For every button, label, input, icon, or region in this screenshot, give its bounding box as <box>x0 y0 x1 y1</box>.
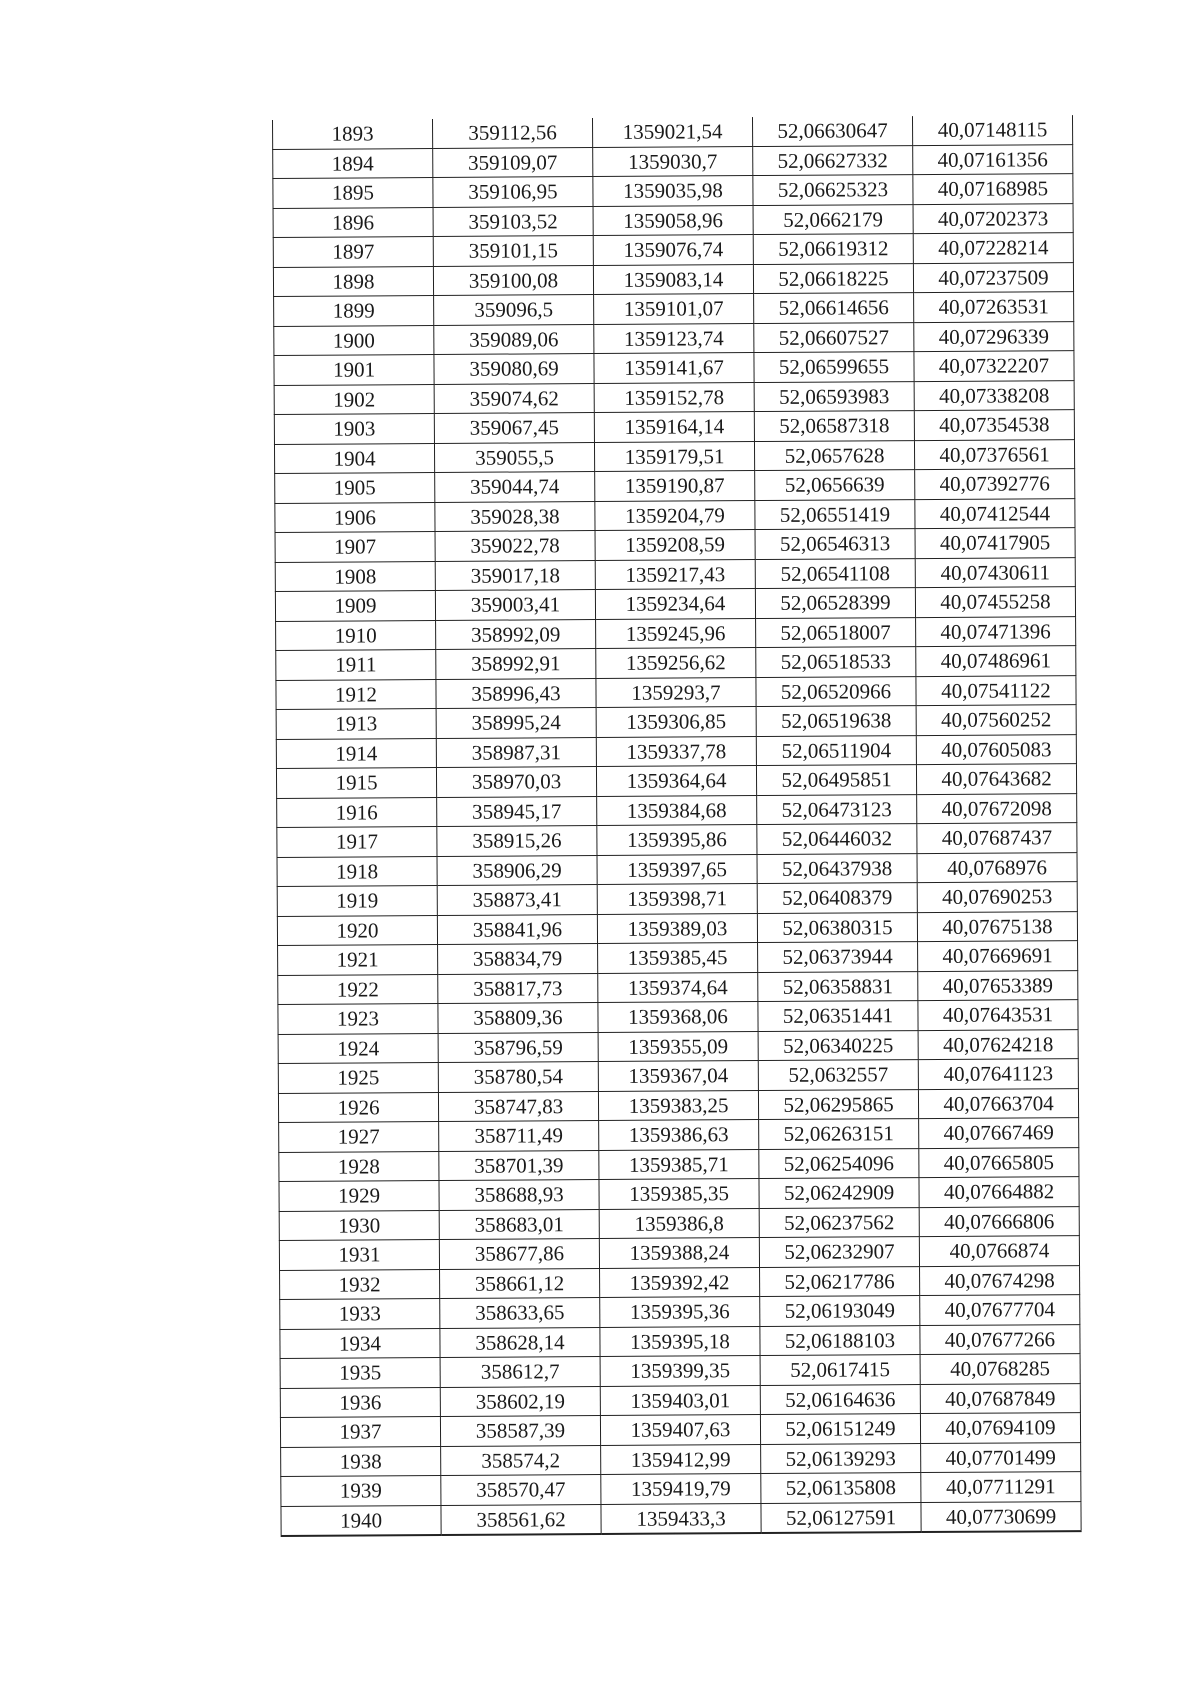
table-row <box>281 1442 1081 1476</box>
point-number-cell: 1928 <box>279 1151 439 1181</box>
y-coordinate-cell: 1359407,63 <box>600 1415 760 1445</box>
point-number-cell: 1898 <box>273 266 433 296</box>
x-coordinate-cell: 358906,29 <box>437 855 597 885</box>
longitude-cell: 40,07677704 <box>920 1295 1080 1325</box>
table-row <box>273 203 1073 237</box>
x-coordinate-cell: 358628,14 <box>440 1327 600 1357</box>
latitude-cell: 52,06599655 <box>754 352 914 382</box>
latitude-cell: 52,0657628 <box>754 440 914 470</box>
latitude-cell: 52,06217786 <box>760 1266 920 1296</box>
x-coordinate-cell: 358817,73 <box>438 973 598 1003</box>
point-number-cell: 1907 <box>275 532 435 562</box>
x-coordinate-cell: 358809,36 <box>438 1003 598 1033</box>
x-coordinate-cell: 358683,01 <box>439 1209 599 1239</box>
longitude-cell: 40,07228214 <box>913 233 1073 263</box>
x-coordinate-cell: 358602,19 <box>440 1386 600 1416</box>
x-coordinate-cell: 358688,93 <box>439 1180 599 1210</box>
table-row <box>278 1000 1078 1034</box>
longitude-cell: 40,07560252 <box>916 705 1076 735</box>
latitude-cell: 52,06495851 <box>756 765 916 795</box>
table-row <box>274 410 1074 444</box>
table-row <box>277 852 1077 886</box>
latitude-cell: 52,06358831 <box>758 971 918 1001</box>
y-coordinate-cell: 1359256,62 <box>596 648 756 678</box>
point-number-cell: 1937 <box>280 1416 440 1446</box>
y-coordinate-cell: 1359392,42 <box>600 1267 760 1297</box>
longitude-cell: 40,07148115 <box>912 115 1072 145</box>
table-row <box>281 1501 1081 1536</box>
longitude-cell: 40,07665805 <box>919 1147 1079 1177</box>
latitude-cell: 52,06351441 <box>758 1001 918 1031</box>
y-coordinate-cell: 1359384,68 <box>597 795 757 825</box>
x-coordinate-cell: 358915,26 <box>437 826 597 856</box>
x-coordinate-cell: 359106,95 <box>433 177 593 207</box>
point-number-cell: 1938 <box>281 1446 441 1476</box>
table-row <box>273 174 1073 208</box>
table-row <box>273 262 1073 296</box>
point-number-cell: 1908 <box>275 561 435 591</box>
y-coordinate-cell: 1359385,71 <box>599 1149 759 1179</box>
y-coordinate-cell: 1359395,18 <box>600 1326 760 1356</box>
table-row <box>276 764 1076 798</box>
table-row <box>273 233 1073 267</box>
table-row <box>276 675 1076 709</box>
table-row <box>277 793 1077 827</box>
longitude-cell: 40,0766874 <box>919 1236 1079 1266</box>
table-row <box>275 557 1075 591</box>
latitude-cell: 52,0617415 <box>760 1355 920 1385</box>
latitude-cell: 52,06295865 <box>758 1089 918 1119</box>
point-number-cell: 1930 <box>279 1210 439 1240</box>
latitude-cell: 52,06607527 <box>754 322 914 352</box>
point-number-cell: 1923 <box>278 1004 438 1034</box>
y-coordinate-cell: 1359141,67 <box>594 353 754 383</box>
latitude-cell: 52,06619312 <box>753 234 913 264</box>
point-number-cell: 1893 <box>273 119 433 149</box>
point-number-cell: 1902 <box>274 384 434 414</box>
x-coordinate-cell: 358612,7 <box>440 1357 600 1387</box>
y-coordinate-cell: 1359374,64 <box>598 972 758 1002</box>
y-coordinate-cell: 1359389,03 <box>597 913 757 943</box>
point-number-cell: 1909 <box>275 591 435 621</box>
table-row <box>279 1118 1079 1152</box>
y-coordinate-cell: 1359386,63 <box>599 1120 759 1150</box>
y-coordinate-cell: 1359419,79 <box>601 1474 761 1504</box>
y-coordinate-cell: 1359152,78 <box>594 382 754 412</box>
point-number-cell: 1922 <box>278 974 438 1004</box>
longitude-cell: 40,07412544 <box>915 498 1075 528</box>
latitude-cell: 52,06139293 <box>761 1443 921 1473</box>
table-row <box>278 941 1078 975</box>
latitude-cell: 52,06193049 <box>760 1296 920 1326</box>
latitude-cell: 52,06587318 <box>754 411 914 441</box>
longitude-cell: 40,07296339 <box>914 321 1074 351</box>
latitude-cell: 52,06528399 <box>755 588 915 618</box>
x-coordinate-cell: 358587,39 <box>440 1416 600 1446</box>
point-number-cell: 1900 <box>274 325 434 355</box>
y-coordinate-cell: 1359412,99 <box>601 1444 761 1474</box>
latitude-cell: 52,06519638 <box>756 706 916 736</box>
latitude-cell: 52,06518007 <box>756 617 916 647</box>
latitude-cell: 52,06473123 <box>757 794 917 824</box>
latitude-cell: 52,06237562 <box>759 1207 919 1237</box>
table-row <box>275 498 1075 532</box>
y-coordinate-cell: 1359076,74 <box>593 235 753 265</box>
point-number-cell: 1931 <box>279 1239 439 1269</box>
point-number-cell: 1897 <box>273 237 433 267</box>
longitude-cell: 40,07168985 <box>913 174 1073 204</box>
longitude-cell: 40,0768285 <box>920 1354 1080 1384</box>
point-number-cell: 1920 <box>277 915 437 945</box>
x-coordinate-cell: 358570,47 <box>441 1475 601 1505</box>
x-coordinate-cell: 358747,83 <box>438 1091 598 1121</box>
table-row <box>274 380 1074 414</box>
latitude-cell: 52,06188103 <box>760 1325 920 1355</box>
y-coordinate-cell: 1359385,35 <box>599 1179 759 1209</box>
point-number-cell: 1918 <box>277 856 437 886</box>
point-number-cell: 1927 <box>279 1122 439 1152</box>
longitude-cell: 40,07202373 <box>913 203 1073 233</box>
x-coordinate-cell: 359103,52 <box>433 206 593 236</box>
latitude-cell: 52,06151249 <box>760 1414 920 1444</box>
longitude-cell: 40,07687437 <box>917 823 1077 853</box>
point-number-cell: 1905 <box>275 473 435 503</box>
table-row <box>277 911 1077 945</box>
table-row <box>279 1177 1079 1211</box>
table-row <box>278 970 1078 1004</box>
x-coordinate-cell: 358834,79 <box>438 944 598 974</box>
y-coordinate-cell: 1359101,07 <box>594 294 754 324</box>
latitude-cell: 52,06593983 <box>754 381 914 411</box>
longitude-cell: 40,07675138 <box>917 911 1077 941</box>
x-coordinate-cell: 358992,09 <box>436 619 596 649</box>
table-body <box>273 115 1082 1536</box>
table-row <box>278 1029 1078 1063</box>
latitude-cell: 52,06618225 <box>753 263 913 293</box>
latitude-cell: 52,06164636 <box>760 1384 920 1414</box>
point-number-cell: 1899 <box>274 296 434 326</box>
longitude-cell: 40,07624218 <box>918 1029 1078 1059</box>
table-row <box>280 1383 1080 1417</box>
longitude-cell: 40,07690253 <box>917 882 1077 912</box>
longitude-cell: 40,07677266 <box>920 1324 1080 1354</box>
point-number-cell: 1933 <box>280 1298 440 1328</box>
y-coordinate-cell: 1359179,51 <box>594 441 754 471</box>
latitude-cell: 52,0662179 <box>753 204 913 234</box>
y-coordinate-cell: 1359395,86 <box>597 825 757 855</box>
longitude-cell: 40,07354538 <box>914 410 1074 440</box>
x-coordinate-cell: 359096,5 <box>434 295 594 325</box>
point-number-cell: 1934 <box>280 1328 440 1358</box>
latitude-cell: 52,06614656 <box>754 293 914 323</box>
latitude-cell: 52,06541108 <box>755 558 915 588</box>
y-coordinate-cell: 1359386,8 <box>599 1208 759 1238</box>
latitude-cell: 52,06127591 <box>761 1502 921 1533</box>
longitude-cell: 40,07669691 <box>918 941 1078 971</box>
longitude-cell: 40,07455258 <box>915 587 1075 617</box>
x-coordinate-cell: 358970,03 <box>436 767 596 797</box>
y-coordinate-cell: 1359383,25 <box>598 1090 758 1120</box>
longitude-cell: 40,07674298 <box>920 1265 1080 1295</box>
longitude-cell: 40,07376561 <box>914 439 1074 469</box>
latitude-cell: 52,06437938 <box>757 853 917 883</box>
x-coordinate-cell: 359044,74 <box>435 472 595 502</box>
longitude-cell: 40,07664882 <box>919 1177 1079 1207</box>
table-row <box>280 1324 1080 1358</box>
latitude-cell: 52,06263151 <box>759 1119 919 1149</box>
point-number-cell: 1896 <box>273 207 433 237</box>
table-row <box>274 321 1074 355</box>
longitude-cell: 40,07263531 <box>914 292 1074 322</box>
y-coordinate-cell: 1359399,35 <box>600 1356 760 1386</box>
x-coordinate-cell: 358796,59 <box>438 1032 598 1062</box>
longitude-cell: 40,07694109 <box>920 1413 1080 1443</box>
point-number-cell: 1903 <box>274 414 434 444</box>
x-coordinate-cell: 359089,06 <box>434 324 594 354</box>
longitude-cell: 40,07701499 <box>921 1442 1081 1472</box>
y-coordinate-cell: 1359217,43 <box>595 559 755 589</box>
point-number-cell: 1901 <box>274 355 434 385</box>
table-row <box>276 734 1076 768</box>
latitude-cell: 52,06408379 <box>757 883 917 913</box>
point-number-cell: 1894 <box>273 148 433 178</box>
longitude-cell: 40,0768976 <box>917 852 1077 882</box>
y-coordinate-cell: 1359398,71 <box>597 884 757 914</box>
table-row <box>280 1295 1080 1329</box>
y-coordinate-cell: 1359021,54 <box>592 117 752 147</box>
latitude-cell: 52,06625323 <box>753 175 913 205</box>
longitude-cell: 40,07161356 <box>913 144 1073 174</box>
longitude-cell: 40,07322207 <box>914 351 1074 381</box>
longitude-cell: 40,07653389 <box>918 970 1078 1000</box>
y-coordinate-cell: 1359355,09 <box>598 1031 758 1061</box>
y-coordinate-cell: 1359368,06 <box>598 1002 758 1032</box>
x-coordinate-cell: 358574,2 <box>441 1445 601 1475</box>
point-number-cell: 1904 <box>274 443 434 473</box>
table-row <box>280 1413 1080 1447</box>
point-number-cell: 1936 <box>280 1387 440 1417</box>
table-row <box>276 646 1076 680</box>
longitude-cell: 40,07672098 <box>917 793 1077 823</box>
latitude-cell: 52,06520966 <box>756 676 916 706</box>
x-coordinate-cell: 358995,24 <box>436 708 596 738</box>
longitude-cell: 40,07730699 <box>921 1501 1081 1532</box>
y-coordinate-cell: 1359035,98 <box>593 176 753 206</box>
table-row <box>277 823 1077 857</box>
table-row <box>274 351 1074 385</box>
y-coordinate-cell: 1359123,74 <box>594 323 754 353</box>
table-row <box>280 1265 1080 1299</box>
x-coordinate-cell: 358996,43 <box>436 678 596 708</box>
latitude-cell: 52,0656639 <box>755 470 915 500</box>
x-coordinate-cell: 358711,49 <box>439 1121 599 1151</box>
latitude-cell: 52,06518533 <box>756 647 916 677</box>
point-number-cell: 1924 <box>278 1033 438 1063</box>
y-coordinate-cell: 1359306,85 <box>596 707 756 737</box>
x-coordinate-cell: 359100,08 <box>433 265 593 295</box>
latitude-cell: 52,06627332 <box>753 145 913 175</box>
x-coordinate-cell: 358780,54 <box>438 1062 598 1092</box>
y-coordinate-cell: 1359388,24 <box>599 1238 759 1268</box>
longitude-cell: 40,07643682 <box>916 764 1076 794</box>
longitude-cell: 40,07338208 <box>914 380 1074 410</box>
point-number-cell: 1921 <box>278 945 438 975</box>
latitude-cell: 52,06551419 <box>755 499 915 529</box>
longitude-cell: 40,07687849 <box>920 1383 1080 1413</box>
point-number-cell: 1917 <box>277 827 437 857</box>
x-coordinate-cell: 359022,78 <box>435 531 595 561</box>
y-coordinate-cell: 1359245,96 <box>596 618 756 648</box>
table-row <box>273 115 1073 149</box>
point-number-cell: 1929 <box>279 1180 439 1210</box>
point-number-cell: 1911 <box>276 650 436 680</box>
table-row <box>276 616 1076 650</box>
longitude-cell: 40,07605083 <box>916 734 1076 764</box>
point-number-cell: 1940 <box>281 1505 441 1536</box>
table-row <box>275 469 1075 503</box>
latitude-cell: 52,06135808 <box>761 1473 921 1503</box>
point-number-cell: 1913 <box>276 709 436 739</box>
y-coordinate-cell: 1359367,04 <box>598 1061 758 1091</box>
latitude-cell: 52,06340225 <box>758 1030 918 1060</box>
point-number-cell: 1912 <box>276 679 436 709</box>
x-coordinate-cell: 359067,45 <box>434 413 594 443</box>
x-coordinate-cell: 358945,17 <box>437 796 597 826</box>
table-row <box>277 882 1077 916</box>
y-coordinate-cell: 1359395,36 <box>600 1297 760 1327</box>
x-coordinate-cell: 358841,96 <box>437 914 597 944</box>
x-coordinate-cell: 359109,07 <box>433 147 593 177</box>
point-number-cell: 1914 <box>276 738 436 768</box>
latitude-cell: 52,0632557 <box>758 1060 918 1090</box>
y-coordinate-cell: 1359364,64 <box>596 766 756 796</box>
point-number-cell: 1925 <box>278 1063 438 1093</box>
longitude-cell: 40,07666806 <box>919 1206 1079 1236</box>
latitude-cell: 52,06254096 <box>759 1148 919 1178</box>
table-row <box>275 528 1075 562</box>
x-coordinate-cell: 358661,12 <box>440 1268 600 1298</box>
table-row <box>280 1354 1080 1388</box>
longitude-cell: 40,07663704 <box>918 1088 1078 1118</box>
longitude-cell: 40,07417905 <box>915 528 1075 558</box>
latitude-cell: 52,06373944 <box>758 942 918 972</box>
longitude-cell: 40,07711291 <box>921 1472 1081 1502</box>
x-coordinate-cell: 359017,18 <box>435 560 595 590</box>
latitude-cell: 52,06511904 <box>756 735 916 765</box>
table-row <box>273 144 1073 178</box>
x-coordinate-cell: 358561,62 <box>441 1504 601 1535</box>
coordinates-table <box>272 115 1082 1537</box>
x-coordinate-cell: 358992,91 <box>436 649 596 679</box>
x-coordinate-cell: 359101,15 <box>433 236 593 266</box>
point-number-cell: 1910 <box>276 620 436 650</box>
x-coordinate-cell: 358677,86 <box>439 1239 599 1269</box>
longitude-cell: 40,07641123 <box>918 1059 1078 1089</box>
y-coordinate-cell: 1359293,7 <box>596 677 756 707</box>
x-coordinate-cell: 359112,56 <box>432 118 592 148</box>
y-coordinate-cell: 1359164,14 <box>594 412 754 442</box>
y-coordinate-cell: 1359397,65 <box>597 854 757 884</box>
longitude-cell: 40,07643531 <box>918 1000 1078 1030</box>
table-row <box>279 1147 1079 1181</box>
table-row <box>279 1206 1079 1240</box>
point-number-cell: 1939 <box>281 1475 441 1505</box>
x-coordinate-cell: 359055,5 <box>434 442 594 472</box>
x-coordinate-cell: 359080,69 <box>434 354 594 384</box>
longitude-cell: 40,07486961 <box>916 646 1076 676</box>
point-number-cell: 1935 <box>280 1357 440 1387</box>
latitude-cell: 52,06546313 <box>755 529 915 559</box>
table-row <box>274 439 1074 473</box>
y-coordinate-cell: 1359208,59 <box>595 530 755 560</box>
longitude-cell: 40,07392776 <box>915 469 1075 499</box>
table-row <box>281 1472 1081 1506</box>
x-coordinate-cell: 359003,41 <box>435 590 595 620</box>
table-row <box>274 292 1074 326</box>
longitude-cell: 40,07471396 <box>916 616 1076 646</box>
x-coordinate-cell: 359028,38 <box>435 501 595 531</box>
table-row <box>278 1059 1078 1093</box>
x-coordinate-cell: 359074,62 <box>434 383 594 413</box>
x-coordinate-cell: 358633,65 <box>440 1298 600 1328</box>
latitude-cell: 52,06446032 <box>757 824 917 854</box>
point-number-cell: 1926 <box>278 1092 438 1122</box>
x-coordinate-cell: 358873,41 <box>437 885 597 915</box>
y-coordinate-cell: 1359190,87 <box>595 471 755 501</box>
longitude-cell: 40,07667469 <box>919 1118 1079 1148</box>
x-coordinate-cell: 358701,39 <box>439 1150 599 1180</box>
latitude-cell: 52,06630647 <box>752 116 912 146</box>
point-number-cell: 1895 <box>273 178 433 208</box>
y-coordinate-cell: 1359403,01 <box>600 1385 760 1415</box>
point-number-cell: 1919 <box>277 886 437 916</box>
y-coordinate-cell: 1359385,45 <box>598 943 758 973</box>
y-coordinate-cell: 1359030,7 <box>593 146 753 176</box>
y-coordinate-cell: 1359433,3 <box>601 1503 761 1534</box>
table-row <box>279 1236 1079 1270</box>
y-coordinate-cell: 1359083,14 <box>593 264 753 294</box>
point-number-cell: 1915 <box>276 768 436 798</box>
longitude-cell: 40,07237509 <box>913 262 1073 292</box>
latitude-cell: 52,06232907 <box>759 1237 919 1267</box>
y-coordinate-cell: 1359234,64 <box>595 589 755 619</box>
y-coordinate-cell: 1359058,96 <box>593 205 753 235</box>
point-number-cell: 1932 <box>280 1269 440 1299</box>
table-row <box>275 587 1075 621</box>
longitude-cell: 40,07430611 <box>915 557 1075 587</box>
table-row <box>276 705 1076 739</box>
point-number-cell: 1906 <box>275 502 435 532</box>
y-coordinate-cell: 1359337,78 <box>596 736 756 766</box>
latitude-cell: 52,06242909 <box>759 1178 919 1208</box>
x-coordinate-cell: 358987,31 <box>436 737 596 767</box>
point-number-cell: 1916 <box>277 797 437 827</box>
y-coordinate-cell: 1359204,79 <box>595 500 755 530</box>
longitude-cell: 40,07541122 <box>916 675 1076 705</box>
table-row <box>278 1088 1078 1122</box>
latitude-cell: 52,06380315 <box>757 912 917 942</box>
